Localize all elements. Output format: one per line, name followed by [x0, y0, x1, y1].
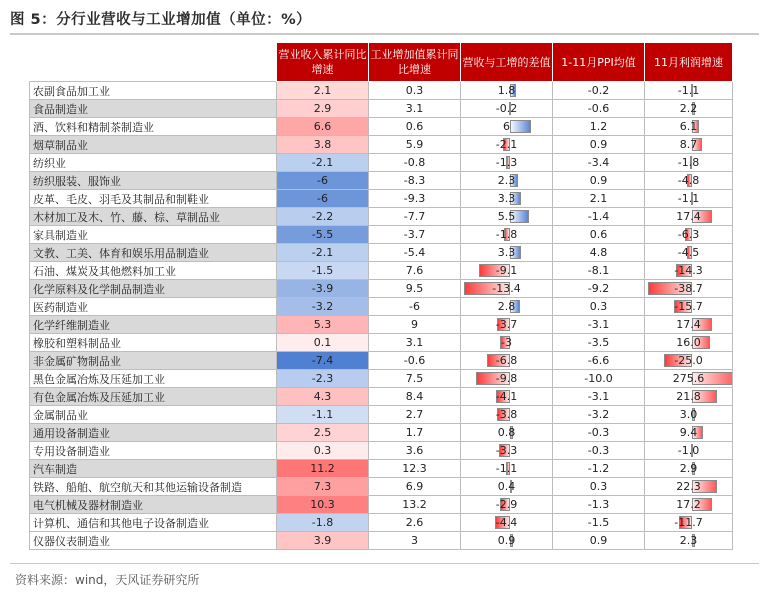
revenue-iva-diff — [461, 316, 553, 334]
industry-name: 纺织服装、服饰业 — [30, 172, 277, 190]
industry-name: 烟草制品业 — [30, 136, 277, 154]
revenue-iva-diff-value: -3.3 — [495, 444, 518, 457]
revenue-iva-diff — [461, 208, 553, 226]
revenue-growth: -5.5 — [277, 226, 369, 244]
ppi-average: 0.3 — [553, 298, 645, 316]
ppi-average: 1.2 — [553, 118, 645, 136]
profit-growth — [645, 460, 733, 478]
revenue-iva-diff — [461, 388, 553, 406]
profit-growth-value: 9.4 — [679, 426, 698, 439]
profit-growth — [645, 208, 733, 226]
revenue-iva-diff — [461, 514, 553, 532]
revenue-iva-diff — [461, 370, 553, 388]
profit-growth-value: 2.3 — [679, 534, 698, 547]
revenue-iva-diff — [461, 352, 553, 370]
table-row — [30, 352, 733, 370]
table-row — [30, 478, 733, 496]
table-row — [30, 514, 733, 532]
table-row — [30, 172, 733, 190]
iva-growth: 7.5 — [369, 370, 461, 388]
table-row — [30, 118, 733, 136]
ppi-average: -1.3 — [553, 496, 645, 514]
table-row — [30, 190, 733, 208]
profit-growth — [645, 424, 733, 442]
profit-growth-value: 2.2 — [679, 102, 698, 115]
profit-growth — [645, 352, 733, 370]
industry-name: 酒、饮料和精制茶制造业 — [30, 118, 277, 136]
revenue-growth: -2.1 — [277, 244, 369, 262]
iva-growth: 3.1 — [369, 100, 461, 118]
industry-name: 计算机、通信和其他电子设备制造业 — [30, 514, 277, 532]
revenue-iva-diff-value: -3 — [501, 336, 512, 349]
ppi-average: 0.9 — [553, 136, 645, 154]
industry-name: 金属制品业 — [30, 406, 277, 424]
ppi-average: 0.3 — [553, 478, 645, 496]
revenue-iva-diff-value: -2.9 — [495, 498, 518, 511]
profit-growth-value: -4.8 — [677, 174, 700, 187]
profit-growth-value: 3.0 — [679, 408, 698, 421]
profit-growth — [645, 334, 733, 352]
revenue-iva-diff-value: 0.8 — [497, 426, 516, 439]
ppi-average: -6.6 — [553, 352, 645, 370]
revenue-iva-diff-value: 0.4 — [497, 480, 516, 493]
revenue-iva-diff — [461, 478, 553, 496]
revenue-iva-diff-value: -1.1 — [495, 462, 518, 475]
revenue-iva-diff-value: 2.3 — [497, 174, 516, 187]
profit-growth-value: -1.8 — [677, 156, 700, 169]
table-row — [30, 334, 733, 352]
iva-growth: -6 — [369, 298, 461, 316]
revenue-iva-diff — [461, 100, 553, 118]
revenue-growth: 10.3 — [277, 496, 369, 514]
revenue-growth: 7.3 — [277, 478, 369, 496]
header-diff: 营收与工增的差值 — [461, 43, 553, 82]
header-revenue: 营业收入累计同比增速 — [277, 43, 369, 82]
revenue-iva-diff-value: -3.8 — [495, 408, 518, 421]
iva-growth: 3 — [369, 532, 461, 550]
ppi-average: 0.9 — [553, 172, 645, 190]
revenue-growth: 5.3 — [277, 316, 369, 334]
table-row — [30, 280, 733, 298]
industry-name: 皮革、毛皮、羽毛及其制品和制鞋业 — [30, 190, 277, 208]
header-profit: 11月利润增速 — [645, 43, 733, 82]
industry-name: 家具制造业 — [30, 226, 277, 244]
industry-name: 食品制造业 — [30, 100, 277, 118]
revenue-iva-diff — [461, 334, 553, 352]
industry-name: 铁路、船舶、航空航天和其他运输设备制造 — [30, 478, 277, 496]
profit-growth — [645, 262, 733, 280]
industry-name: 化学原料及化学制品制造业 — [30, 280, 277, 298]
industry-name: 橡胶和塑料制品业 — [30, 334, 277, 352]
header-row — [30, 43, 733, 82]
industry-name: 有色金属冶炼及压延加工业 — [30, 388, 277, 406]
header-industry — [30, 43, 277, 82]
iva-growth: 7.6 — [369, 262, 461, 280]
ppi-average: -1.5 — [553, 514, 645, 532]
revenue-iva-diff-value: -0.2 — [495, 102, 518, 115]
revenue-iva-diff-value: 6 — [503, 120, 510, 133]
ppi-average: 0.9 — [553, 532, 645, 550]
table-row — [30, 460, 733, 478]
revenue-iva-diff — [461, 460, 553, 478]
profit-growth-value: -38.7 — [674, 282, 703, 295]
source-note: 资料来源：wind，天风证券研究所 — [15, 573, 200, 587]
revenue-growth: -1.1 — [277, 406, 369, 424]
profit-growth-value: -1.1 — [677, 192, 700, 205]
header-ppi: 1-11月PPI均值 — [553, 43, 645, 82]
header-iva: 工业增加值累计同比增速 — [369, 43, 461, 82]
iva-growth: 8.4 — [369, 388, 461, 406]
revenue-iva-diff — [461, 244, 553, 262]
profit-growth — [645, 154, 733, 172]
iva-growth: -5.4 — [369, 244, 461, 262]
revenue-iva-diff — [461, 262, 553, 280]
profit-growth — [645, 244, 733, 262]
profit-growth — [645, 82, 733, 100]
revenue-iva-diff-value: 2.8 — [497, 300, 516, 313]
ppi-average: -1.2 — [553, 460, 645, 478]
profit-growth-value: 21.8 — [676, 390, 701, 403]
industry-name: 通用设备制造业 — [30, 424, 277, 442]
iva-growth: -0.8 — [369, 154, 461, 172]
revenue-iva-diff-value: -2.1 — [495, 138, 518, 151]
table-row — [30, 244, 733, 262]
table-row — [30, 82, 733, 100]
iva-growth: -8.3 — [369, 172, 461, 190]
table-row — [30, 100, 733, 118]
revenue-growth: -3.9 — [277, 280, 369, 298]
industry-name: 石油、煤炭及其他燃料加工业 — [30, 262, 277, 280]
ppi-average: -0.3 — [553, 442, 645, 460]
iva-growth: 3.1 — [369, 334, 461, 352]
profit-growth-value: 2.9 — [679, 462, 698, 475]
iva-growth: -7.7 — [369, 208, 461, 226]
profit-growth — [645, 118, 733, 136]
iva-growth: -9.3 — [369, 190, 461, 208]
revenue-iva-diff — [461, 190, 553, 208]
profit-growth — [645, 406, 733, 424]
ppi-average: -10.0 — [553, 370, 645, 388]
revenue-growth: -3.2 — [277, 298, 369, 316]
revenue-iva-diff-value: -1.3 — [495, 156, 518, 169]
revenue-iva-diff-value: -1.8 — [495, 228, 518, 241]
profit-growth — [645, 190, 733, 208]
profit-growth-value: -1.1 — [677, 84, 700, 97]
profit-growth-value: 17.4 — [676, 210, 701, 223]
iva-growth: 0.3 — [369, 82, 461, 100]
industry-name: 黑色金属冶炼及压延加工业 — [30, 370, 277, 388]
revenue-iva-diff-value: -4.1 — [495, 390, 518, 403]
ppi-average: -8.1 — [553, 262, 645, 280]
industry-name: 仪器仪表制造业 — [30, 532, 277, 550]
figure-title: 图 5：分行业营收与工业增加值（单位：%） — [10, 12, 312, 28]
source-divider — [10, 563, 759, 564]
revenue-iva-diff — [461, 298, 553, 316]
revenue-iva-diff-bar — [510, 120, 531, 133]
profit-growth — [645, 280, 733, 298]
industry-name: 木材加工及木、竹、藤、棕、草制品业 — [30, 208, 277, 226]
revenue-growth: -1.8 — [277, 514, 369, 532]
revenue-iva-diff-value: -13.4 — [492, 282, 521, 295]
table-body — [30, 82, 733, 550]
industry-name: 非金属矿物制品业 — [30, 352, 277, 370]
revenue-iva-diff-value: -3.7 — [495, 318, 518, 331]
profit-growth — [645, 496, 733, 514]
profit-growth-value: -1.0 — [677, 444, 700, 457]
iva-growth: 3.6 — [369, 442, 461, 460]
profit-growth-value: -25.0 — [674, 354, 703, 367]
ppi-average: -1.4 — [553, 208, 645, 226]
industry-name: 文教、工美、体育和娱乐用品制造业 — [30, 244, 277, 262]
iva-growth: 6.9 — [369, 478, 461, 496]
revenue-iva-diff — [461, 406, 553, 424]
revenue-growth: 2.1 — [277, 82, 369, 100]
ppi-average: -0.6 — [553, 100, 645, 118]
revenue-growth: 2.5 — [277, 424, 369, 442]
revenue-growth: 0.1 — [277, 334, 369, 352]
table-row — [30, 226, 733, 244]
iva-growth: 0.6 — [369, 118, 461, 136]
ppi-average: -9.2 — [553, 280, 645, 298]
industry-name: 医药制造业 — [30, 298, 277, 316]
ppi-average: -3.1 — [553, 316, 645, 334]
revenue-iva-diff — [461, 154, 553, 172]
profit-growth — [645, 478, 733, 496]
iva-growth: 13.2 — [369, 496, 461, 514]
table-row — [30, 154, 733, 172]
revenue-iva-diff — [461, 532, 553, 550]
revenue-iva-diff-value: 0.9 — [497, 534, 516, 547]
table-row — [30, 388, 733, 406]
profit-growth-value: -14.3 — [674, 264, 703, 277]
ppi-average: -3.1 — [553, 388, 645, 406]
revenue-iva-diff-value: -4.4 — [495, 516, 518, 529]
profit-growth-value: 22.3 — [676, 480, 701, 493]
revenue-growth: -7.4 — [277, 352, 369, 370]
profit-growth — [645, 298, 733, 316]
iva-growth: 1.7 — [369, 424, 461, 442]
title-divider — [10, 33, 759, 35]
revenue-iva-diff-value: 3.3 — [497, 192, 516, 205]
profit-growth — [645, 136, 733, 154]
profit-growth-value: 17.2 — [676, 498, 701, 511]
ppi-average: 2.1 — [553, 190, 645, 208]
revenue-growth: 2.9 — [277, 100, 369, 118]
revenue-growth: -2.3 — [277, 370, 369, 388]
industry-name: 农副食品加工业 — [30, 82, 277, 100]
profit-growth-value: -15.7 — [674, 300, 703, 313]
revenue-growth: 3.8 — [277, 136, 369, 154]
profit-growth — [645, 532, 733, 550]
table-row — [30, 298, 733, 316]
revenue-iva-diff — [461, 442, 553, 460]
profit-growth — [645, 442, 733, 460]
revenue-growth: -2.1 — [277, 154, 369, 172]
table-row — [30, 136, 733, 154]
revenue-growth: -1.5 — [277, 262, 369, 280]
revenue-iva-diff-value: -9.8 — [495, 372, 518, 385]
iva-growth: -3.7 — [369, 226, 461, 244]
revenue-iva-diff — [461, 496, 553, 514]
ppi-average: 4.8 — [553, 244, 645, 262]
profit-growth-value: 6.1 — [679, 120, 698, 133]
table-row — [30, 316, 733, 334]
industry-name: 电气机械及器材制造业 — [30, 496, 277, 514]
iva-growth: 9 — [369, 316, 461, 334]
profit-growth-value: -6.3 — [677, 228, 700, 241]
revenue-iva-diff-value: 1.8 — [497, 84, 516, 97]
table-row — [30, 262, 733, 280]
table-row — [30, 496, 733, 514]
revenue-iva-diff — [461, 136, 553, 154]
revenue-iva-diff — [461, 280, 553, 298]
table-row — [30, 532, 733, 550]
revenue-iva-diff — [461, 424, 553, 442]
iva-growth: 5.9 — [369, 136, 461, 154]
profit-growth — [645, 370, 733, 388]
profit-growth-value: 17.4 — [676, 318, 701, 331]
profit-growth — [645, 388, 733, 406]
industry-name: 汽车制造 — [30, 460, 277, 478]
revenue-growth: -2.2 — [277, 208, 369, 226]
table-row — [30, 208, 733, 226]
ppi-average: -3.5 — [553, 334, 645, 352]
revenue-iva-diff — [461, 82, 553, 100]
profit-growth-value: 16.0 — [676, 336, 701, 349]
industry-table — [29, 42, 733, 550]
ppi-average: -0.2 — [553, 82, 645, 100]
revenue-growth: 6.6 — [277, 118, 369, 136]
iva-growth: 12.3 — [369, 460, 461, 478]
revenue-iva-diff — [461, 226, 553, 244]
industry-name: 纺织业 — [30, 154, 277, 172]
revenue-growth: -6 — [277, 172, 369, 190]
ppi-average: 0.6 — [553, 226, 645, 244]
profit-growth-value: 8.7 — [679, 138, 698, 151]
table-row — [30, 370, 733, 388]
industry-name: 化学纤维制造业 — [30, 316, 277, 334]
revenue-growth: 3.9 — [277, 532, 369, 550]
table-row — [30, 442, 733, 460]
profit-growth — [645, 100, 733, 118]
revenue-growth: 11.2 — [277, 460, 369, 478]
iva-growth: 2.7 — [369, 406, 461, 424]
profit-growth-value: -11.7 — [674, 516, 703, 529]
ppi-average: -0.3 — [553, 424, 645, 442]
profit-growth-value: 275.6 — [672, 372, 705, 385]
revenue-growth: 4.3 — [277, 388, 369, 406]
industry-name: 专用设备制造业 — [30, 442, 277, 460]
revenue-iva-diff — [461, 118, 553, 136]
profit-growth — [645, 226, 733, 244]
profit-growth — [645, 172, 733, 190]
revenue-growth: 0.3 — [277, 442, 369, 460]
ppi-average: -3.4 — [553, 154, 645, 172]
iva-growth: 2.6 — [369, 514, 461, 532]
revenue-growth: -6 — [277, 190, 369, 208]
ppi-average: -3.2 — [553, 406, 645, 424]
profit-growth — [645, 514, 733, 532]
iva-growth: -0.6 — [369, 352, 461, 370]
profit-growth-value: -4.5 — [677, 246, 700, 259]
revenue-iva-diff-value: -9.1 — [495, 264, 518, 277]
revenue-iva-diff-value: 5.5 — [497, 210, 516, 223]
revenue-iva-diff-value: -6.8 — [495, 354, 518, 367]
revenue-iva-diff-value: 3.3 — [497, 246, 516, 259]
revenue-iva-diff — [461, 172, 553, 190]
table-row — [30, 424, 733, 442]
iva-growth: 9.5 — [369, 280, 461, 298]
table-row — [30, 406, 733, 424]
profit-growth — [645, 316, 733, 334]
